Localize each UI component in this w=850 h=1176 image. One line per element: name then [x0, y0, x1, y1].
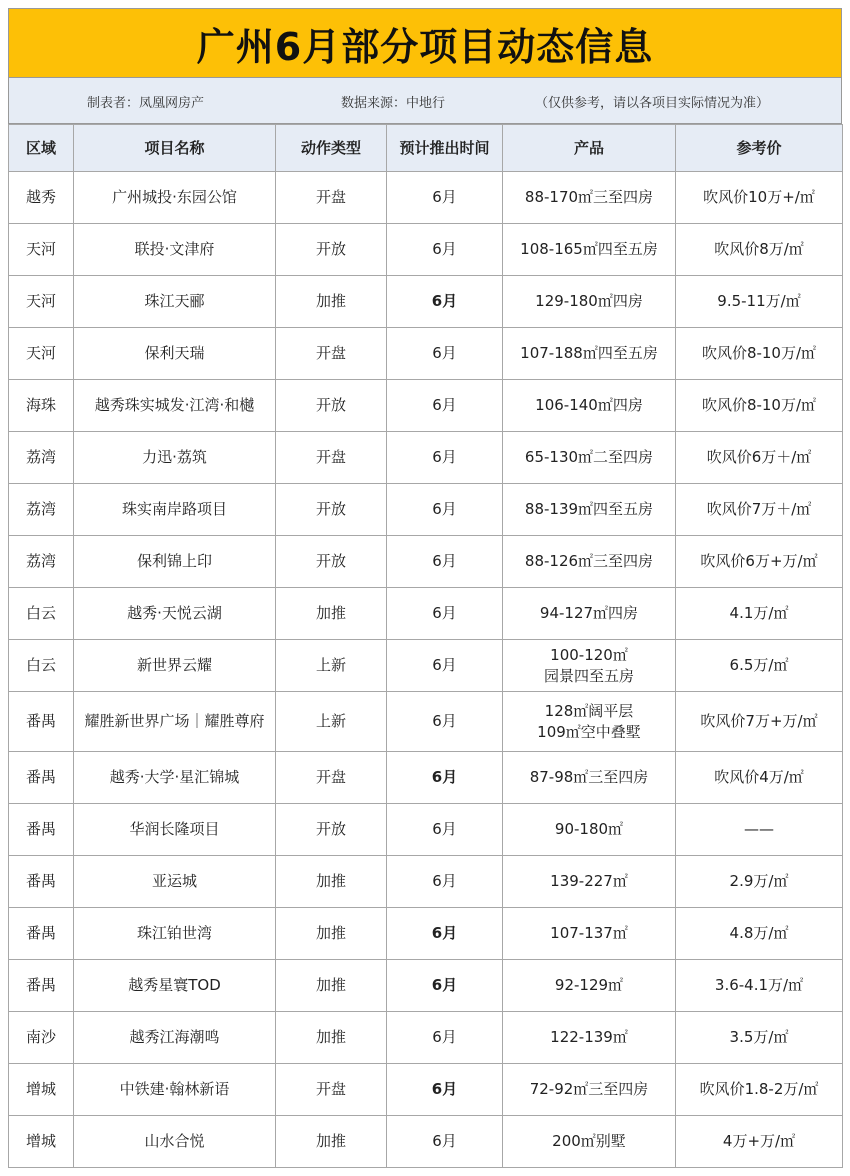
cell-action: 开放 — [276, 224, 387, 276]
cell-price: 4.1万/㎡ — [676, 588, 843, 640]
cell-time: 6月 — [387, 692, 503, 752]
table-row — [9, 1116, 843, 1168]
cell-product: 88-170㎡三至四房 — [503, 172, 676, 224]
cell-area: 番禺 — [9, 752, 74, 804]
cell-time: 6月 — [387, 752, 503, 804]
cell-area: 增城 — [9, 1064, 74, 1116]
cell-name: 亚运城 — [74, 856, 276, 908]
cell-time: 6月 — [387, 640, 503, 692]
product-line-1: 128㎡阔平层 — [544, 701, 634, 720]
cell-area: 越秀 — [9, 172, 74, 224]
cell-area: 荔湾 — [9, 536, 74, 588]
cell-time: 6月 — [387, 856, 503, 908]
cell-name: 越秀·天悦云湖 — [74, 588, 276, 640]
header-time: 预计推出时间 — [387, 125, 503, 172]
table-row — [9, 692, 843, 752]
table-header — [9, 125, 843, 172]
cell-product: 88-139㎡四至五房 — [503, 484, 676, 536]
cell-action: 开盘 — [276, 1064, 387, 1116]
header-action: 动作类型 — [276, 125, 387, 172]
cell-name: 越秀·大学·星汇锦城 — [74, 752, 276, 804]
cell-time: 6月 — [387, 1064, 503, 1116]
cell-name: 越秀星寰TOD — [74, 960, 276, 1012]
table-row — [9, 172, 843, 224]
table-row — [9, 224, 843, 276]
cell-price: 吹风价7万+万/㎡ — [676, 692, 843, 752]
cell-name: 珠江天郦 — [74, 276, 276, 328]
cell-time: 6月 — [387, 380, 503, 432]
table-row — [9, 856, 843, 908]
cell-time: 6月 — [387, 224, 503, 276]
cell-price: 吹风价4万/㎡ — [676, 752, 843, 804]
cell-product: 90-180㎡ — [503, 804, 676, 856]
cell-action: 开放 — [276, 804, 387, 856]
cell-price: 吹风价7万＋/㎡ — [676, 484, 843, 536]
cell-action: 开放 — [276, 380, 387, 432]
cell-product: 129-180㎡四房 — [503, 276, 676, 328]
product-line-2: 109㎡空中叠墅 — [537, 722, 641, 741]
cell-action: 开放 — [276, 536, 387, 588]
cell-price: 9.5-11万/㎡ — [676, 276, 843, 328]
cell-area: 番禺 — [9, 960, 74, 1012]
cell-name: 保利锦上印 — [74, 536, 276, 588]
cell-price: 吹风价6万+万/㎡ — [676, 536, 843, 588]
cell-product: 106-140㎡四房 — [503, 380, 676, 432]
table-row — [9, 276, 843, 328]
cell-time: 6月 — [387, 276, 503, 328]
cell-time: 6月 — [387, 960, 503, 1012]
cell-price: 吹风价8-10万/㎡ — [676, 328, 843, 380]
cell-action: 上新 — [276, 640, 387, 692]
cell-action: 开盘 — [276, 328, 387, 380]
table-row — [9, 380, 843, 432]
cell-product: 88-126㎡三至四房 — [503, 536, 676, 588]
cell-time: 6月 — [387, 1116, 503, 1168]
cell-area: 番禺 — [9, 692, 74, 752]
cell-time: 6月 — [387, 328, 503, 380]
cell-time: 6月 — [387, 432, 503, 484]
header-area: 区域 — [9, 125, 74, 172]
cell-area: 番禺 — [9, 908, 74, 960]
cell-action: 加推 — [276, 908, 387, 960]
cell-area: 天河 — [9, 276, 74, 328]
title-bar — [8, 8, 842, 78]
cell-area: 海珠 — [9, 380, 74, 432]
cell-price: 2.9万/㎡ — [676, 856, 843, 908]
table-row — [9, 752, 843, 804]
cell-action: 加推 — [276, 276, 387, 328]
cell-name: 山水合悦 — [74, 1116, 276, 1168]
product-line-2: 园景四至五房 — [543, 666, 634, 685]
cell-action: 加推 — [276, 1012, 387, 1064]
table-row — [9, 484, 843, 536]
cell-price: 4万+万/㎡ — [676, 1116, 843, 1168]
cell-time: 6月 — [387, 484, 503, 536]
page-title: 广州6月部分项目动态信息 — [196, 24, 654, 69]
table-row — [9, 640, 843, 692]
cell-product: 108-165㎡四至五房 — [503, 224, 676, 276]
cell-area: 白云 — [9, 588, 74, 640]
cell-price: 3.5万/㎡ — [676, 1012, 843, 1064]
cell-name: 新世界云耀 — [74, 640, 276, 692]
cell-action: 加推 — [276, 588, 387, 640]
cell-product: 200㎡别墅 — [503, 1116, 676, 1168]
cell-price: 吹风价10万+/㎡ — [676, 172, 843, 224]
cell-product: 122-139㎡ — [503, 1012, 676, 1064]
header-name: 项目名称 — [74, 125, 276, 172]
cell-price: 吹风价8万/㎡ — [676, 224, 843, 276]
cell-product — [503, 640, 676, 692]
meta-bar — [8, 78, 842, 124]
maker-text: 制表者：凤凰网房产 — [87, 96, 205, 111]
table-row — [9, 1064, 843, 1116]
cell-product: 65-130㎡二至四房 — [503, 432, 676, 484]
cell-name: 越秀江海潮鸣 — [74, 1012, 276, 1064]
sheet — [8, 8, 842, 1168]
cell-name: 联投·文津府 — [74, 224, 276, 276]
table-row — [9, 536, 843, 588]
cell-name: 保利天瑞 — [74, 328, 276, 380]
header-price: 参考价 — [676, 125, 843, 172]
cell-area: 天河 — [9, 328, 74, 380]
product-line-1: 100-120㎡ — [550, 645, 628, 664]
cell-action: 开盘 — [276, 752, 387, 804]
table-body — [9, 172, 843, 1168]
source-text: 数据来源：中地行 — [341, 96, 446, 111]
cell-product: 139-227㎡ — [503, 856, 676, 908]
table-row — [9, 960, 843, 1012]
cell-area: 番禺 — [9, 804, 74, 856]
project-table — [8, 124, 843, 1168]
header-product: 产品 — [503, 125, 676, 172]
cell-price: 4.8万/㎡ — [676, 908, 843, 960]
cell-product: 92-129㎡ — [503, 960, 676, 1012]
cell-name: 珠江铂世湾 — [74, 908, 276, 960]
cell-price: 吹风价8-10万/㎡ — [676, 380, 843, 432]
cell-action: 加推 — [276, 856, 387, 908]
cell-product: 87-98㎡三至四房 — [503, 752, 676, 804]
cell-area: 荔湾 — [9, 484, 74, 536]
cell-name: 耀胜新世界广场｜耀胜尊府 — [74, 692, 276, 752]
cell-name: 力迅·荔筑 — [74, 432, 276, 484]
cell-action: 开盘 — [276, 172, 387, 224]
cell-name: 越秀珠实城发·江湾·和樾 — [74, 380, 276, 432]
cell-area: 天河 — [9, 224, 74, 276]
table-row — [9, 432, 843, 484]
note-text: （仅供参考，请以各项目实际情况为准） — [535, 96, 770, 111]
cell-time: 6月 — [387, 908, 503, 960]
cell-price: 吹风价1.8-2万/㎡ — [676, 1064, 843, 1116]
cell-price: 3.6-4.1万/㎡ — [676, 960, 843, 1012]
cell-action: 开盘 — [276, 432, 387, 484]
cell-product — [503, 692, 676, 752]
cell-action: 上新 — [276, 692, 387, 752]
cell-product: 72-92㎡三至四房 — [503, 1064, 676, 1116]
cell-name: 珠实南岸路项目 — [74, 484, 276, 536]
cell-product: 94-127㎡四房 — [503, 588, 676, 640]
cell-time: 6月 — [387, 588, 503, 640]
table-row — [9, 328, 843, 380]
table-row — [9, 804, 843, 856]
cell-product: 107-188㎡四至五房 — [503, 328, 676, 380]
cell-price: 吹风价6万＋/㎡ — [676, 432, 843, 484]
table-row — [9, 588, 843, 640]
cell-price: —— — [676, 804, 843, 856]
cell-area: 增城 — [9, 1116, 74, 1168]
cell-action: 加推 — [276, 960, 387, 1012]
cell-area: 南沙 — [9, 1012, 74, 1064]
table-row — [9, 908, 843, 960]
cell-area: 白云 — [9, 640, 74, 692]
cell-time: 6月 — [387, 804, 503, 856]
cell-time: 6月 — [387, 1012, 503, 1064]
cell-name: 广州城投·东园公馆 — [74, 172, 276, 224]
cell-time: 6月 — [387, 172, 503, 224]
cell-action: 加推 — [276, 1116, 387, 1168]
cell-area: 荔湾 — [9, 432, 74, 484]
cell-time: 6月 — [387, 536, 503, 588]
cell-area: 番禺 — [9, 856, 74, 908]
cell-product: 107-137㎡ — [503, 908, 676, 960]
cell-name: 中铁建·翰林新语 — [74, 1064, 276, 1116]
cell-name: 华润长隆项目 — [74, 804, 276, 856]
cell-price: 6.5万/㎡ — [676, 640, 843, 692]
table-row — [9, 1012, 843, 1064]
cell-action: 开放 — [276, 484, 387, 536]
